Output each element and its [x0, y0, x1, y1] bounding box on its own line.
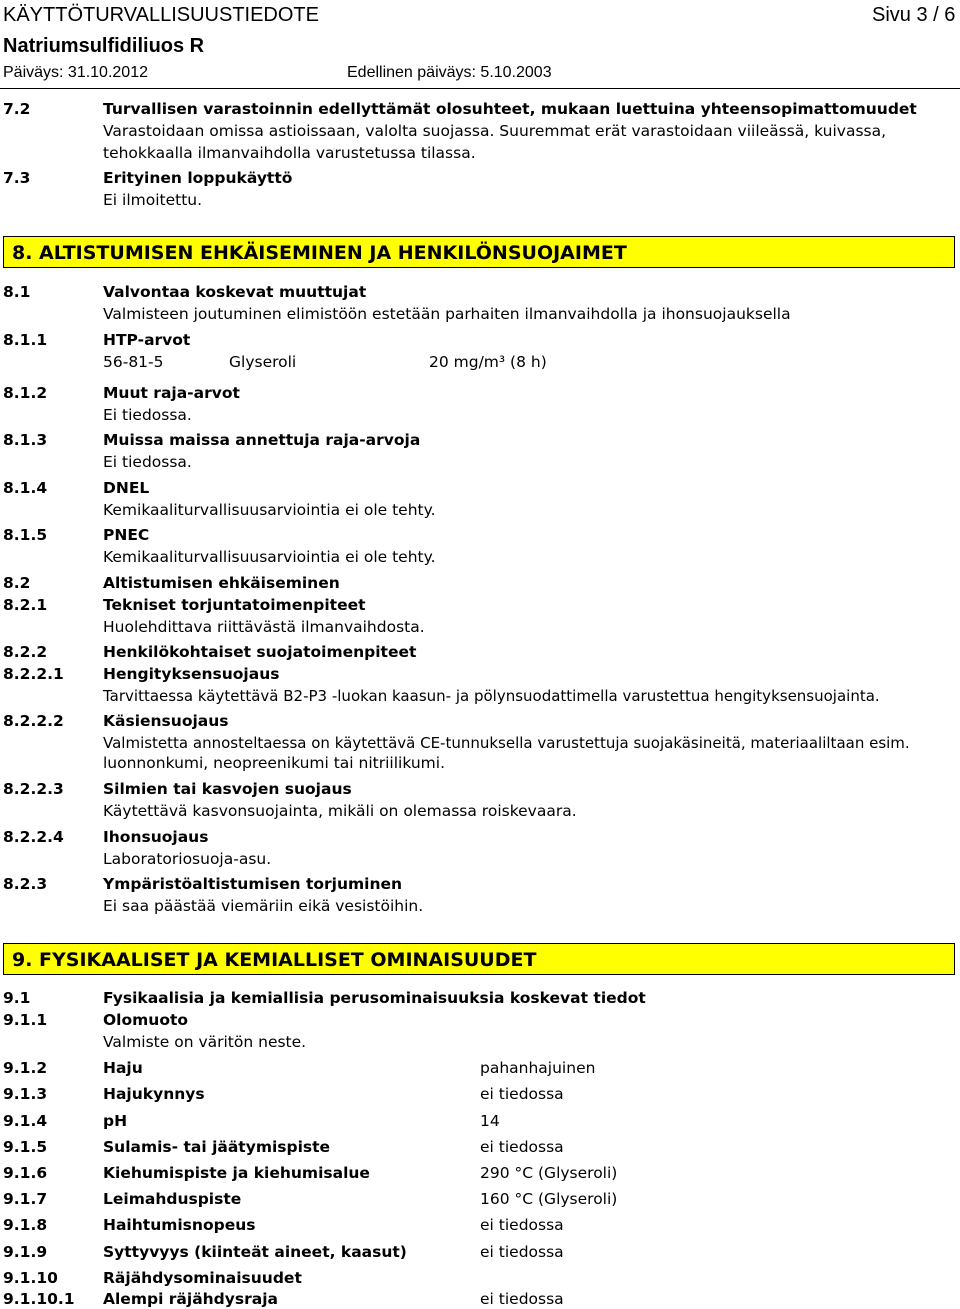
section-number: 9.1: [3, 989, 31, 1007]
issue-date: Päiväys: 31.10.2012: [3, 64, 148, 81]
property-number: 9.1.6: [3, 1164, 48, 1182]
property-value: pahanhajuinen: [480, 1059, 596, 1077]
section-heading: PNEC: [103, 526, 150, 544]
previous-date: Edellinen päiväys: 5.10.2003: [347, 64, 552, 81]
section-number: 8.1.2: [3, 384, 48, 402]
section-text: Huolehdittava riittävästä ilmanvaihdosta.: [103, 618, 425, 636]
section-heading: Olomuoto: [103, 1011, 189, 1029]
property-number: 9.1.3: [3, 1085, 48, 1103]
section-heading: Altistumisen ehkäiseminen: [103, 574, 340, 592]
property-number: 9.1.10.1: [3, 1290, 75, 1308]
section-heading: DNEL: [103, 479, 150, 497]
section-9-title: 9. FYSIKAALISET JA KEMIALLISET OMINAISUUDET: [12, 949, 537, 971]
property-label: Syttyvyys (kiinteät aineet, kaasut): [103, 1243, 407, 1261]
section-text: Laboratoriosuoja-asu.: [103, 850, 272, 868]
section-text: Ei saa päästää viemäriin eikä vesistöihin.: [103, 897, 424, 915]
section-number: 8.1.3: [3, 431, 48, 449]
property-value: ei tiedossa: [480, 1216, 564, 1234]
section-heading: Muissa maissa annettuja raja-arvoja: [103, 431, 421, 449]
property-value: ei tiedossa: [480, 1138, 564, 1156]
section-text: Valmisteen joutuminen elimistöön estetään parhaiten ilmanvaihdolla ja ihonsuojauksella: [103, 305, 791, 323]
property-number: 9.1.7: [3, 1190, 48, 1208]
section-number: 9.1.1: [3, 1011, 48, 1029]
section-heading: HTP-arvot: [103, 331, 191, 349]
section-8-banner: [3, 236, 955, 268]
property-value: 160 °C (Glyseroli): [480, 1190, 618, 1208]
section-text: Valmiste on väritön neste.: [103, 1033, 307, 1051]
property-value: 14: [480, 1112, 500, 1130]
property-label: pH: [103, 1112, 128, 1130]
property-number: 9.1.8: [3, 1216, 48, 1234]
header-divider: [0, 88, 960, 89]
section-heading: Henkilökohtaiset suojatoimenpiteet: [103, 643, 417, 661]
htp-value: 20 mg/m³ (8 h): [429, 353, 547, 371]
section-number: 8.1: [3, 283, 31, 301]
product-name: Natriumsulfidiliuos R: [3, 35, 205, 57]
section-number: 8.2.2: [3, 643, 48, 661]
section-text: Kemikaaliturvallisuusarviointia ei ole tehty.: [103, 548, 436, 566]
property-label: Kiehumispiste ja kiehumisalue: [103, 1164, 370, 1182]
property-label: Sulamis- tai jäätymispiste: [103, 1138, 331, 1156]
section-number: 8.2.2.1: [3, 665, 64, 683]
section-heading: Turvallisen varastoinnin edellyttämät olosuhteet, mukaan luettuina yhteensopimattomuudet: [103, 100, 917, 118]
property-label: Haju: [103, 1059, 143, 1077]
document-type: KÄYTTÖTURVALLISUUSTIEDOTE: [3, 4, 319, 26]
section-number: 8.1.5: [3, 526, 48, 544]
section-heading: Fysikaalisia ja kemiallisia perusominaisuuksia koskevat tiedot: [103, 989, 646, 1007]
section-heading: Muut raja-arvot: [103, 384, 240, 402]
section-number: 8.2.3: [3, 875, 48, 893]
property-value: ei tiedossa: [480, 1290, 564, 1308]
htp-substance: Glyseroli: [229, 353, 297, 371]
property-value: ei tiedossa: [480, 1085, 564, 1103]
section-text: Varastoidaan omissa astioissaan, valolta suojassa. Suuremmat erät varastoidaan viileässä, kuivassa,: [103, 122, 887, 140]
section-heading: Ihonsuojaus: [103, 828, 209, 846]
property-number: 9.1.5: [3, 1138, 48, 1156]
section-number: 8.1.4: [3, 479, 48, 497]
section-heading: Tekniset torjuntatoimenpiteet: [103, 596, 366, 614]
section-number: 9.1.10: [3, 1269, 58, 1287]
section-text: Ei tiedossa.: [103, 453, 192, 471]
section-number: 7.2: [3, 100, 31, 118]
section-number: 8.2.2.3: [3, 780, 64, 798]
section-heading: Valvontaa koskevat muuttujat: [103, 283, 367, 301]
property-value: 290 °C (Glyseroli): [480, 1164, 618, 1182]
property-number: 9.1.9: [3, 1243, 48, 1261]
section-number: 8.1.1: [3, 331, 48, 349]
section-text: Tarvittaessa käytettävä B2-P3 -luokan kaasun- ja pölynsuodattimella varustettua hengityksensuojainta.: [103, 687, 880, 705]
section-text: tehokkaalla ilmanvaihdolla varustetussa tilassa.: [103, 144, 476, 162]
page-number: Sivu 3 / 6: [872, 4, 956, 26]
section-number: 8.2.2.4: [3, 828, 64, 846]
section-text: Valmistetta annosteltaessa on käytettävä CE-tunnuksella varustettuja suojakäsineitä, materiaaliltaan esim.: [103, 734, 910, 752]
section-text: Ei tiedossa.: [103, 406, 192, 424]
property-value: ei tiedossa: [480, 1243, 564, 1261]
property-number: 9.1.2: [3, 1059, 48, 1077]
section-text: Käytettävä kasvonsuojainta, mikäli on olemassa roiskevaara.: [103, 802, 577, 820]
section-number: 8.2: [3, 574, 31, 592]
property-number: 9.1.4: [3, 1112, 48, 1130]
property-label: Alempi räjähdysraja: [103, 1290, 278, 1308]
section-heading: Erityinen loppukäyttö: [103, 169, 293, 187]
property-label: Leimahduspiste: [103, 1190, 242, 1208]
section-heading: Ympäristöaltistumisen torjuminen: [103, 875, 403, 893]
section-8-title: 8. ALTISTUMISEN EHKÄISEMINEN JA HENKILÖNSUOJAIMET: [12, 242, 627, 264]
section-heading: Silmien tai kasvojen suojaus: [103, 780, 352, 798]
section-text: Ei ilmoitettu.: [103, 191, 203, 209]
property-label: Hajukynnys: [103, 1085, 205, 1103]
property-label: Haihtumisnopeus: [103, 1216, 256, 1234]
section-text: Kemikaaliturvallisuusarviointia ei ole tehty.: [103, 501, 436, 519]
section-heading: Hengityksensuojaus: [103, 665, 280, 683]
section-number: 8.2.1: [3, 596, 48, 614]
section-heading: Räjähdysominaisuudet: [103, 1269, 302, 1287]
section-text: luonnonkumi, neopreenikumi tai nitriilikumi.: [103, 754, 445, 772]
section-heading: Käsiensuojaus: [103, 712, 229, 730]
htp-cas-number: 56-81-5: [103, 353, 164, 371]
section-9-banner: [3, 943, 955, 975]
section-number: 8.2.2.2: [3, 712, 64, 730]
section-number: 7.3: [3, 169, 31, 187]
